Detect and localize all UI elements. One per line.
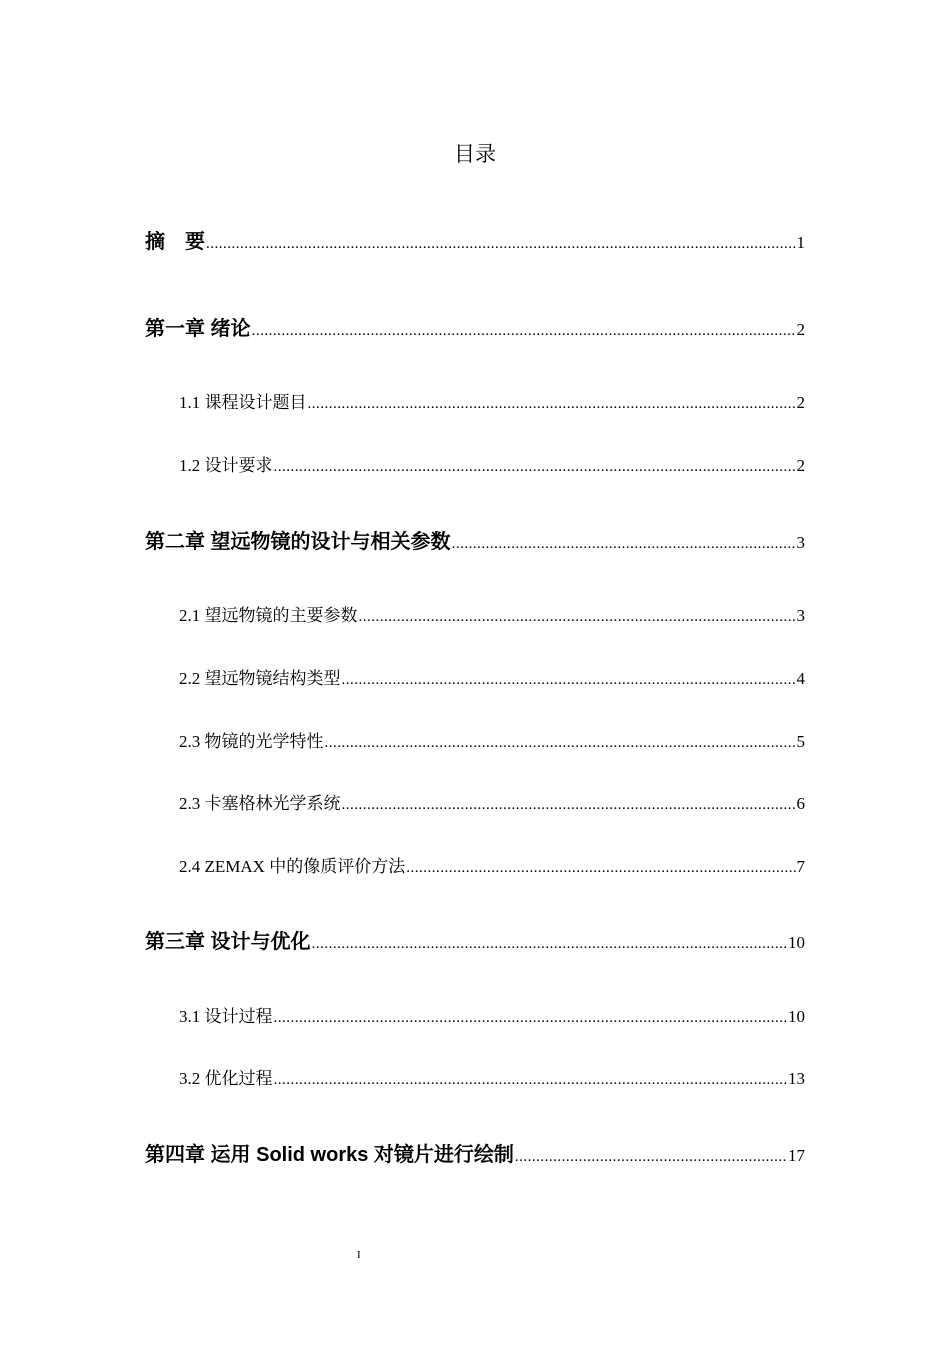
toc-page-number: 6 xyxy=(796,794,805,813)
toc-page-number: 3 xyxy=(796,533,805,552)
toc-entry-section-3-2[interactable] xyxy=(179,1066,805,1093)
toc-page-number: 2 xyxy=(796,320,805,339)
toc-dot-leader xyxy=(308,391,796,417)
toc-dot-leader xyxy=(312,931,787,957)
toc-entry-title: 2.3 物镜的光学特性 xyxy=(179,732,324,751)
toc-dot-leader xyxy=(515,1144,787,1170)
toc-page-number: 4 xyxy=(796,669,805,688)
toc-page-number: 7 xyxy=(796,857,805,876)
toc-entry-title: 第一章 绪论 xyxy=(145,318,251,340)
toc-entry-section-1-2[interactable] xyxy=(179,453,805,480)
toc-entry-title: 摘 要 xyxy=(145,231,205,253)
toc-dot-leader xyxy=(252,318,796,344)
toc-entry-section-2-4[interactable] xyxy=(179,854,805,881)
toc-entry-section-2-3b[interactable] xyxy=(179,791,805,818)
toc-page-number: 2 xyxy=(796,456,805,475)
toc-page-number: 5 xyxy=(796,732,805,751)
toc-dot-leader xyxy=(406,855,795,881)
toc-dot-leader xyxy=(342,792,796,818)
toc-dot-leader xyxy=(359,604,796,630)
toc-entry-title: 2.3 卡塞格林光学系统 xyxy=(179,794,341,813)
toc-dot-leader xyxy=(325,730,796,756)
toc-page-number: 3 xyxy=(796,606,805,625)
toc-entry-section-1-1[interactable] xyxy=(179,390,805,417)
toc-dot-leader xyxy=(452,531,796,557)
toc-page-number: 10 xyxy=(788,1007,805,1026)
footer-page-number: I xyxy=(357,1249,361,1261)
toc-entry-chapter-2[interactable] xyxy=(145,529,805,557)
toc-page-number: 10 xyxy=(788,933,805,952)
toc-page-number: 13 xyxy=(788,1069,805,1088)
toc-entry-abstract[interactable] xyxy=(145,229,805,257)
toc-entry-chapter-1[interactable] xyxy=(145,316,805,344)
toc-entry-section-2-2[interactable] xyxy=(179,666,805,693)
toc-dot-leader xyxy=(342,667,796,693)
toc-dot-leader xyxy=(274,1005,788,1031)
toc-page-number: 1 xyxy=(796,233,805,252)
toc-entry-title: 2.4 ZEMAX 中的像质评价方法 xyxy=(179,857,406,876)
toc-entry-title: 第二章 望远物镜的设计与相关参数 xyxy=(145,531,451,553)
toc-page-number: 2 xyxy=(796,393,805,412)
page-title: 目录 xyxy=(454,142,496,166)
toc-entry-section-2-1[interactable] xyxy=(179,603,805,630)
toc-dot-leader xyxy=(274,1067,788,1093)
toc-entry-chapter-3[interactable] xyxy=(145,929,805,957)
toc-entry-title: 第四章 运用 Solid works 对镜片进行绘制 xyxy=(145,1144,514,1166)
toc-entry-title: 1.1 课程设计题目 xyxy=(179,393,307,412)
toc-entry-title: 第三章 设计与优化 xyxy=(145,931,311,953)
toc-entry-section-2-3a[interactable] xyxy=(179,729,805,756)
toc-entry-section-3-1[interactable] xyxy=(179,1004,805,1031)
toc-entry-title: 2.1 望远物镜的主要参数 xyxy=(179,606,358,625)
toc-dot-leader xyxy=(206,231,796,257)
toc-entry-title: 3.1 设计过程 xyxy=(179,1007,273,1026)
toc-entry-title: 2.2 望远物镜结构类型 xyxy=(179,669,341,688)
toc-dot-leader xyxy=(274,454,796,480)
toc-entry-title: 1.2 设计要求 xyxy=(179,456,273,475)
toc-page-number: 17 xyxy=(788,1146,805,1165)
toc-entry-title: 3.2 优化过程 xyxy=(179,1069,273,1088)
toc-entry-chapter-4[interactable] xyxy=(145,1142,805,1170)
